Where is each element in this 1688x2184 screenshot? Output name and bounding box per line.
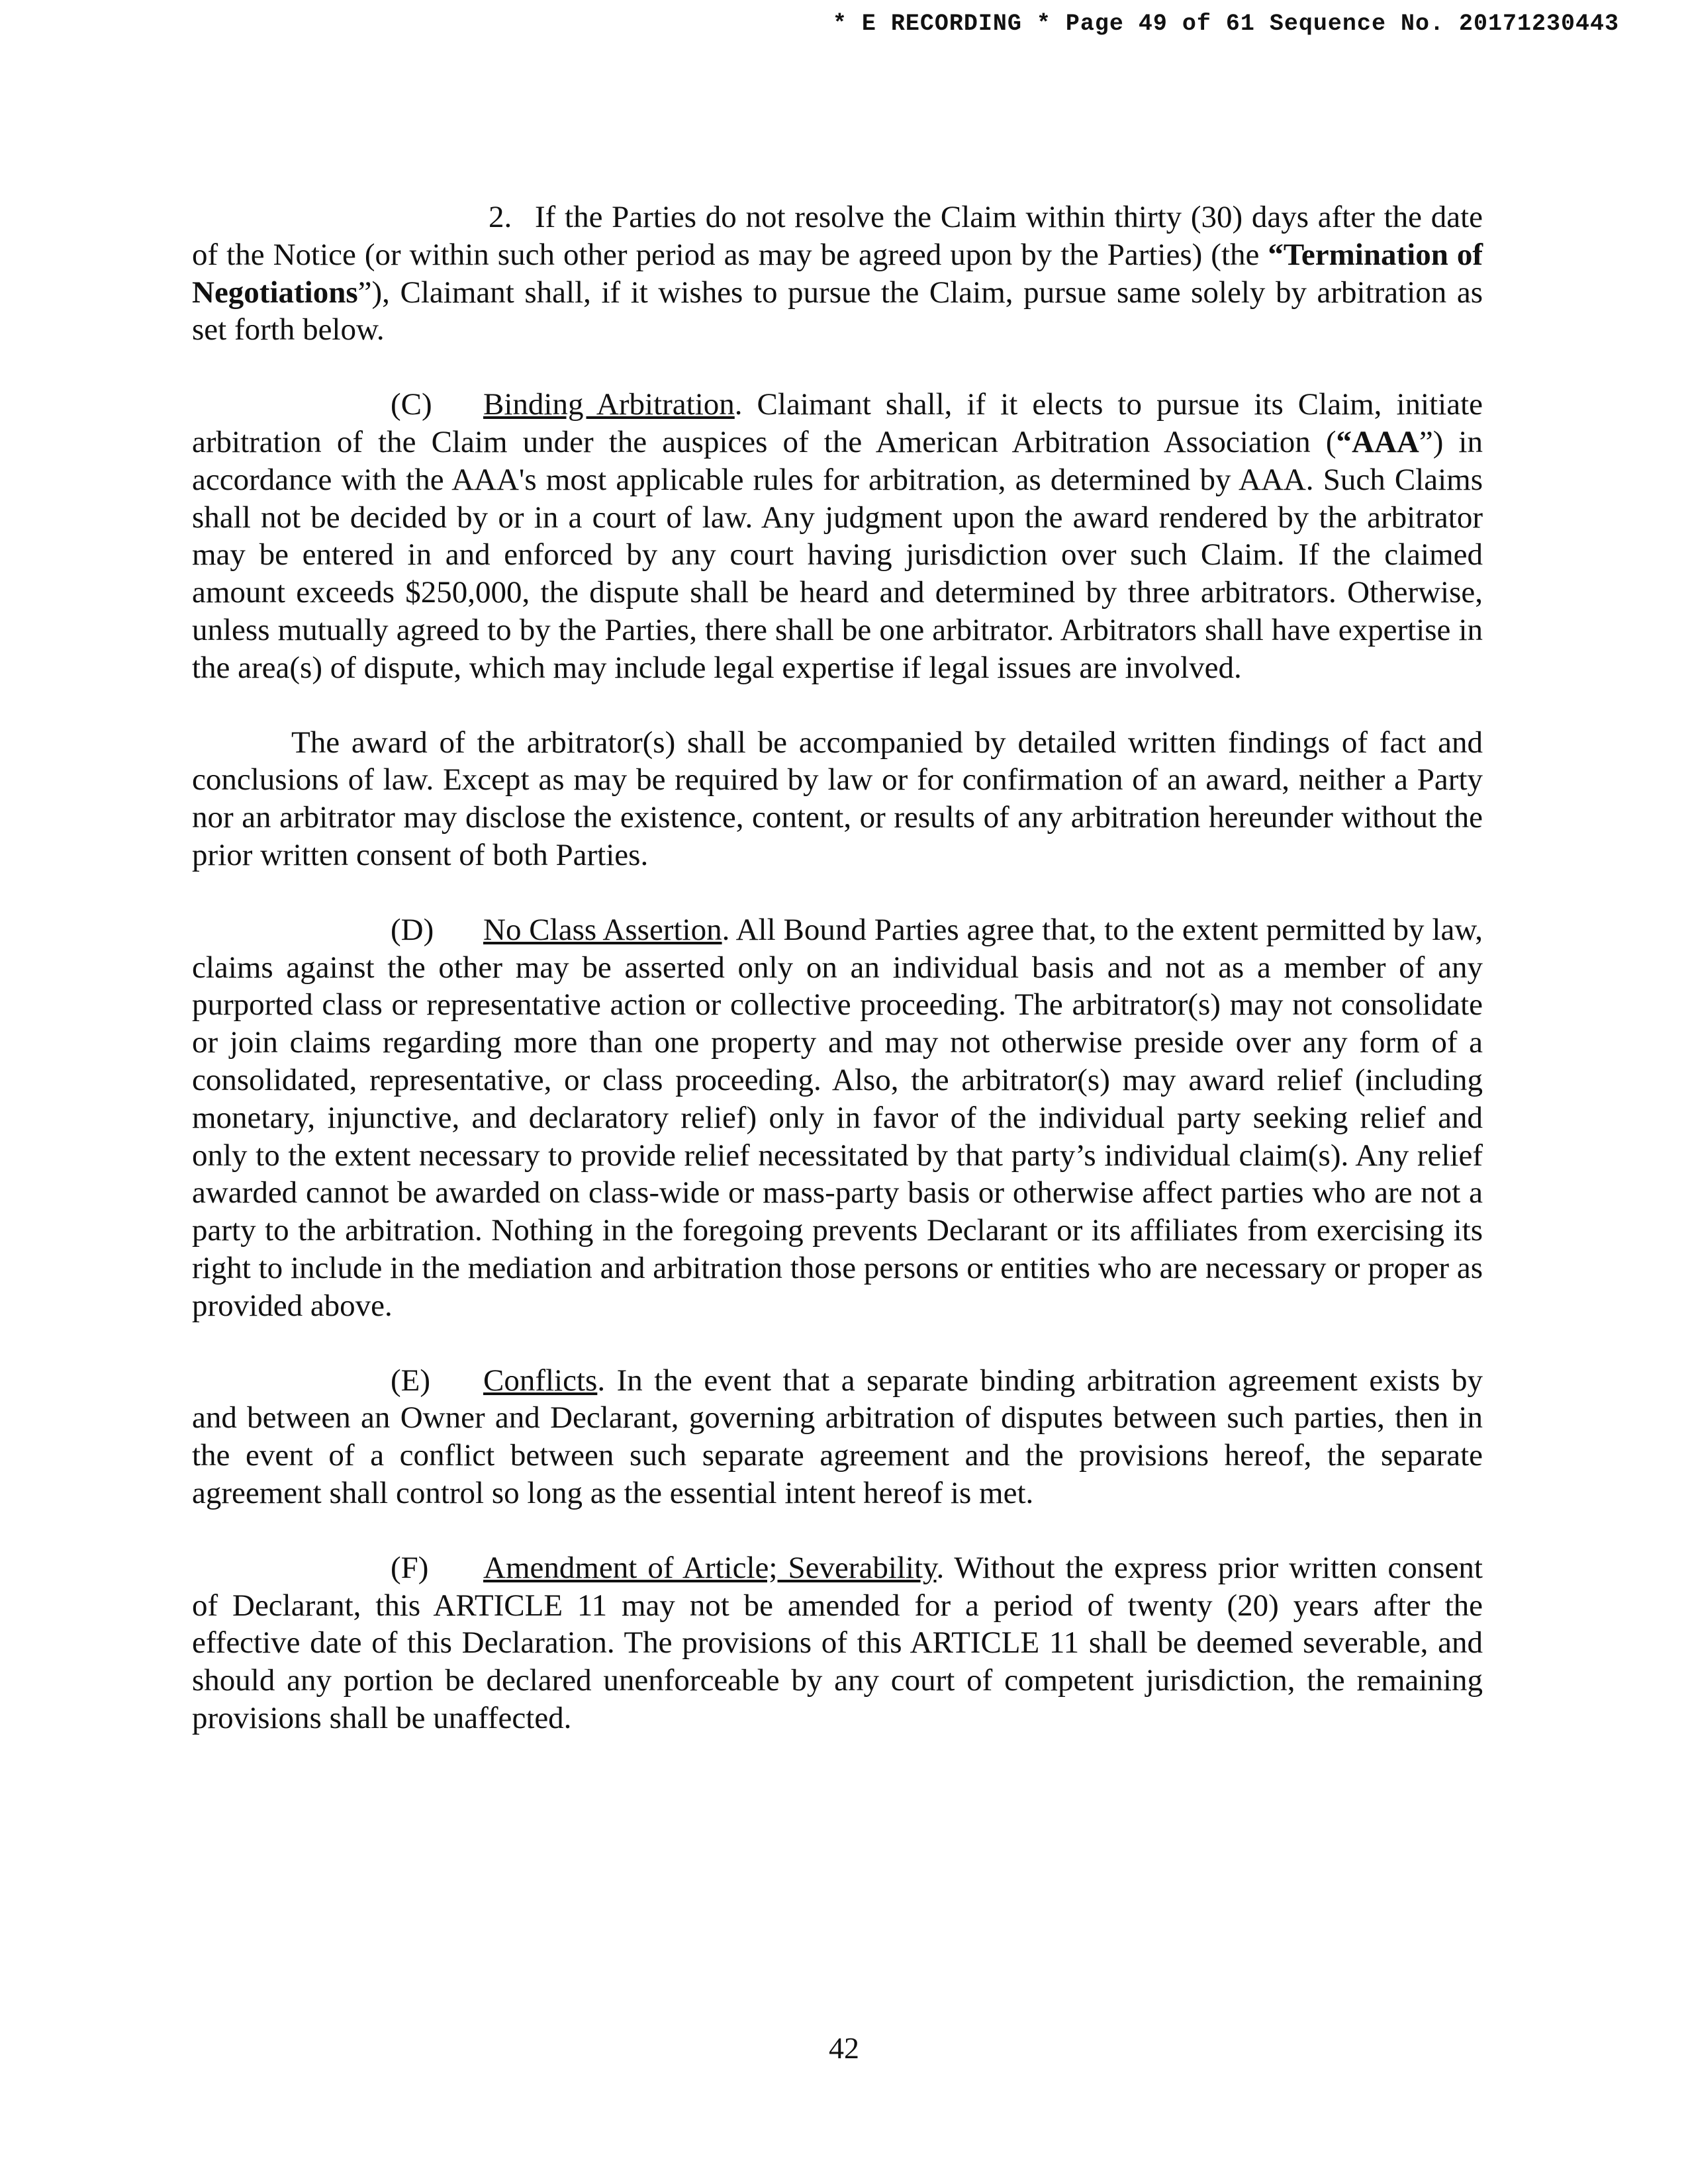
paragraph-award [192, 724, 1483, 874]
section-f-amendment-severability [192, 1549, 1483, 1737]
recording-header: * E RECORDING * Page 49 of 61 Sequence No. 20171230443 [832, 11, 1619, 37]
paragraph-2 [192, 199, 1483, 349]
page-number: 42 [829, 2031, 859, 2065]
section-heading: Binding Arbitration [483, 387, 735, 422]
section-text: . Claimant shall, if it elects to pursue its Claim, initiate arbitration of the Claim under the auspices of the American Arbitration Association ( [192, 387, 1483, 459]
section-heading: Amendment of Article; Severability [483, 1550, 937, 1585]
section-label: (C) [391, 387, 432, 422]
defined-term-termination-of-negotiations: “Termination of Negotiations [192, 237, 1483, 310]
paragraph-number: 2. [489, 200, 512, 234]
section-d-no-class-assertion [192, 911, 1483, 1325]
section-label: (D) [391, 912, 434, 947]
section-text: . Without the express prior written consent of Declarant, this ARTICLE 11 may not be amended for a period of twenty (20) years after the effective date of this Declaration. The provisions of this ARTICLE 11 shall be deemed severable, and should any portion be declared unenforceable by any court of competent jurisdiction, the remaining provisions shall be unaffected. [192, 1550, 1483, 1735]
paragraph-text-continued: ”), Claimant shall, if it wishes to pursue the Claim, pursue same solely by arbitration as set forth below. [192, 275, 1483, 347]
section-heading: Conflicts [483, 1363, 598, 1398]
document-body [192, 199, 1483, 1774]
section-text-continued: ”) in accordance with the AAA's most applicable rules for arbitration, as determined by AAA. Such Claims shall not be decided by or in a court of law. Any judgment upon the award rendered by the arbitrator may be entered in and enforced by any court having jurisdiction over such Claim. If the claimed amount exceeds $250,000, the dispute shall be heard and determined by three arbitrators. Otherwise, unless mutually agreed to by the Parties, there shall be one arbitrator. Arbitrators shall have expertise in the area(s) of dispute, which may include legal expertise if legal issues are involved. [192, 424, 1483, 685]
section-c-binding-arbitration [192, 386, 1483, 686]
section-label: (F) [391, 1550, 429, 1585]
paragraph-text: The award of the arbitrator(s) shall be accompanied by detailed written findings of fact and conclusions of law. Except as may be required by law or for confirmation of an award, neither a Party nor an arbitrator may disclose the existence, content, or results of any arbitration hereunder without the prior written consent of both Parties. [192, 725, 1483, 872]
paragraph-text: If the Parties do not resolve the Claim within thirty (30) days after the date of the Notice (or within such other period as may be agreed upon by the Parties) (the [192, 200, 1483, 272]
section-label: (E) [391, 1363, 431, 1398]
section-e-conflicts [192, 1362, 1483, 1512]
defined-term-aaa: “AAA [1336, 424, 1419, 459]
section-text: . All Bound Parties agree that, to the extent permitted by law, claims against the other may be asserted only on an individual basis and not as a member of any purported class or representative action or collective proceeding. The arbitrator(s) may not consolidate or join claims regarding more than one property and may not otherwise preside over any form of a consolidated, representative, or class proceeding. Also, the arbitrator(s) may award relief (including monetary, injunctive, and declaratory relief) only in favor of the individual party seeking relief and only to the extent necessary to provide relief necessitated by that party’s individual claim(s). Any relief awarded cannot be awarded on class-wide or mass-party basis or otherwise affect parties who are not a party to the arbitration. Nothing in the foregoing prevents Declarant or its affiliates from exercising its right to include in the mediation and arbitration those persons or entities who are necessary or proper as provided above. [192, 912, 1483, 1323]
section-text: . In the event that a separate binding arbitration agreement exists by and between an Owner and Declarant, governing arbitration of disputes between such parties, then in the event of a conflict between such separate agreement and the provisions hereof, the separate agreement shall control so long as the essential intent hereof is met. [192, 1363, 1483, 1510]
section-heading: No Class Assertion [483, 912, 722, 947]
